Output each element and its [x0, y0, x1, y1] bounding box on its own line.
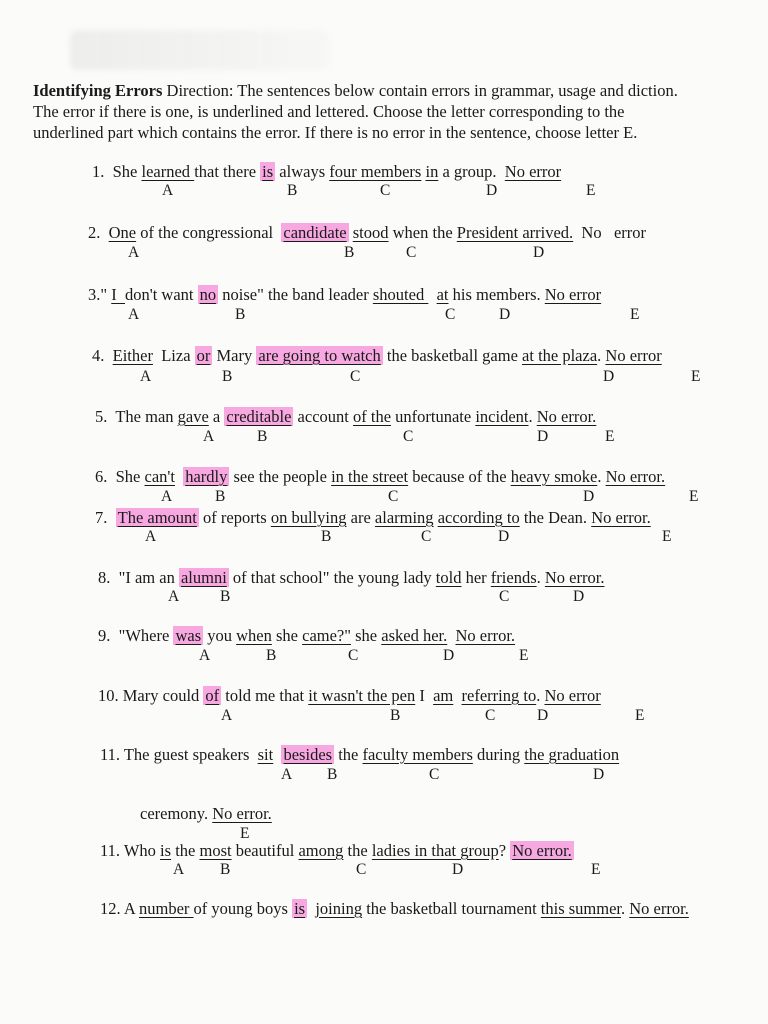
item-11b: 11. Who is the most beautiful among the ladies in that group? No error. — [100, 841, 572, 860]
item-5: 5. The man gave a creditable account of the unfortunate incident. No error. — [95, 407, 597, 426]
item-11a-continued: ceremony. No error. — [140, 804, 272, 823]
direction-text: Direction: The sentences below contain errors in grammar, usage and diction. The error if there is one, is underlined and lettered. Choose the letter corresponding to the underlined part which contains the error. If there is no error in the sentence, choose letter E. — [33, 81, 678, 142]
item-9: 9. "Where was you when she came?" she asked her. No error. — [98, 626, 516, 645]
instructions — [33, 80, 683, 143]
item-4: 4. Either Liza or Mary are going to watch the basketball game at the plaza. No error — [92, 346, 662, 365]
item-6: 6. She can't hardly see the people in the street because of the heavy smoke. No error. — [95, 467, 666, 486]
item-11a: 11. The guest speakers sit besides the faculty members during the graduation — [100, 745, 620, 764]
item-10: 10. Mary could of told me that it wasn't the pen I am referring to. No error — [98, 686, 601, 705]
item-2: 2. One of the congressional candidate stood when the President arrived. No error — [88, 223, 647, 242]
section-title: Identifying Errors — [33, 81, 163, 100]
worksheet-page: Identifying Errors Direction: The sentences below contain errors in grammar, usage and diction. The error if there is one, is underlined and lettered. Choose the letter corresponding to the underlined part which contains the error. If there is no error in the sentence, choose letter E. 1. She learned that there is always four members in a group. No error A B C D E 2. One of the congressional candidate stood when the President arrived. No error A B C D 3." I don't want no noise" the band leader shouted at his members. No error A B C D E 4. Either Liza or Mary are going to watch the basketball game at the plaza. No error A B C D E 5. The man gave a creditable account of the unfortunate incident. No error. A B C D E 6. She can't hardly see the people in the street because of the heavy smoke. No error. A B C D E 7. The amount of reports on bullying are alarming according to the Dean. No error. A B C D E 8. "I am an alumni of that school" the young lady told her friends. No error. A B C D 9. "Where was you when she came?" she asked her. No error. A B C D E 10. Mary could of told me that it wasn't the pen I am referring to. No error A B C D E 11. The guest speakers sit besides the faculty members during the graduation A B C D ceremony. No error. E 11. Who is the most beautiful among the ladies in that group? No error. A B C D E 12. A number of young boys is joining the basketball tournament this summer. No error. — [0, 0, 768, 1024]
faded-header-bleedthrough — [70, 30, 330, 70]
item-3: 3." I don't want no noise" the band leader shouted at his members. No error — [88, 285, 602, 304]
item-1: 1. She learned that there is always four members in a group. No error — [92, 162, 562, 181]
item-12: 12. A number of young boys is joining the basketball tournament this summer. No error. — [100, 899, 689, 918]
item-8: 8. "I am an alumni of that school" the young lady told her friends. No error. — [98, 568, 605, 587]
item-7: 7. The amount of reports on bullying are alarming according to the Dean. No error. — [95, 508, 651, 527]
